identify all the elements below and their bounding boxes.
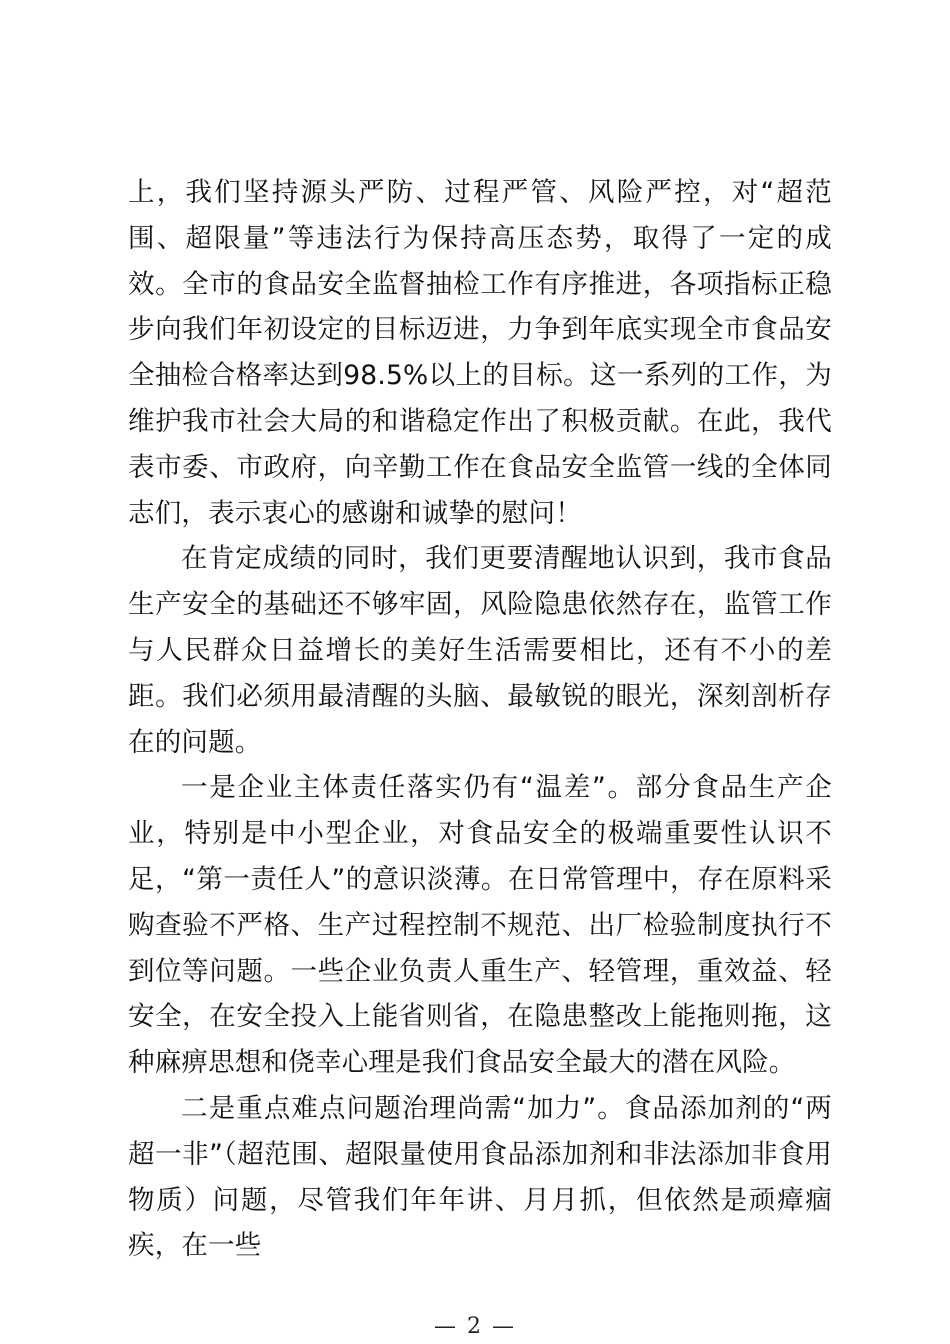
paragraph-continued: 上，我们坚持源头严防、过程严管、风险严控，对“超范围、超限量”等违法行为保持高压态势，取得了一定的成效。全市的食品安全监督抽检工作有序推进，各项指标正稳步向我们年初设定的目标迈进，力争到年底实现全市食品安全抽检合格率达到98.5%以上的目标。这一系列的工作，为维护我市社会大局的和谐稳定作出了积极贡献。在此，我代表市委、市政府，向辛勤工作在食品安全监管一线的全体同志们，表示衷心的感谢和诚挚的慰问！ [128, 177, 832, 529]
body-text [128, 170, 832, 1269]
paragraph-issue-one: 一是企业主体责任落实仍有“温差”。部分食品生产企业，特别是中小型企业，对食品安全的极端重要性认识不足，“第一责任人”的意识淡薄。在日常管理中，存在原料采购查验不严格、生产过程控制不规范、出厂检验制度执行不到位等问题。一些企业负责人重生产、轻管理，重效益、轻安全，在安全投入上能省则省，在隐患整改上能拖则拖，这种麻痹思想和侥幸心理是我们食品安全最大的潜在风险。 [128, 772, 832, 1079]
page-number: — 2 — [434, 1314, 516, 1339]
paragraph-achievements-gap: 在肯定成绩的同时，我们更要清醒地认识到，我市食品生产安全的基础还不够牢固，风险隐患依然存在，监管工作与人民群众日益增长的美好生活需要相比，还有不小的差距。我们必须用最清醒的头脑、最敏锐的眼光，深刻剖析存在的问题。 [128, 543, 832, 758]
paragraph-issue-two: 二是重点难点问题治理尚需“加力”。食品添加剂的“两超一非”（超范围、超限量使用食品添加剂和非法添加非食用物质）问题，尽管我们年年讲、月月抓，但依然是顽瘴痼疾，在一些 [128, 1092, 832, 1262]
